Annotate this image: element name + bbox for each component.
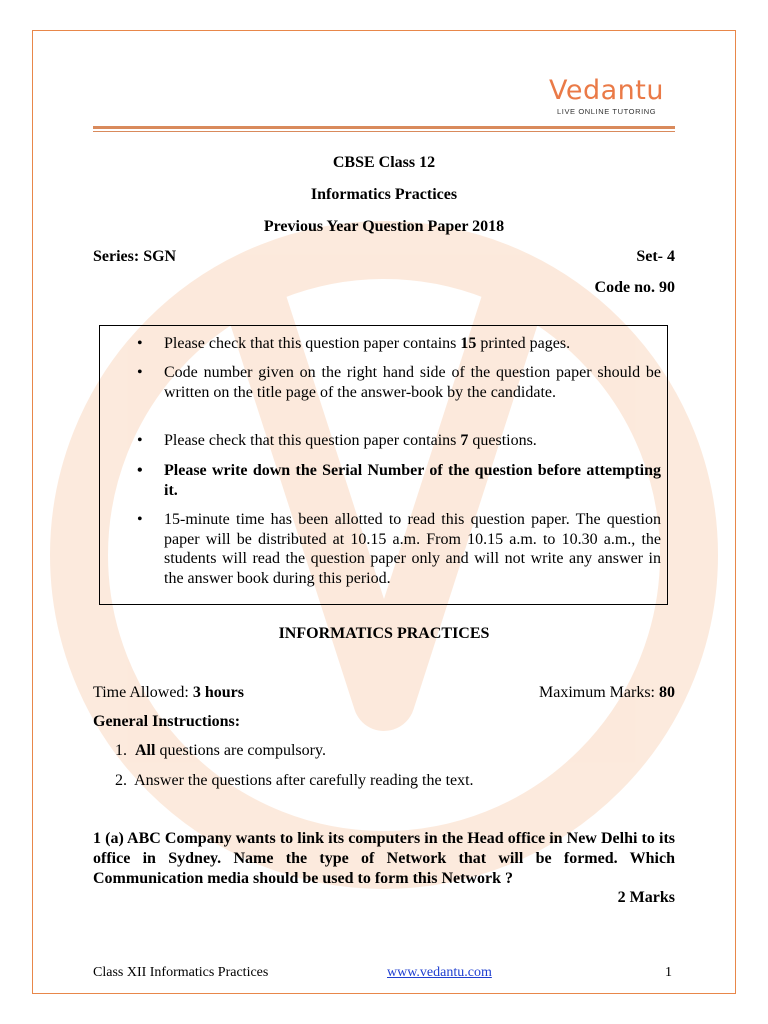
instruction-item: • Please check that this question paper contains 7 questions. [137, 432, 537, 449]
logo-wordmark: Vedantu [549, 75, 664, 106]
title-line-3: Previous Year Question Paper 2018 [263, 218, 505, 235]
instruction-item: • 15-minute time has been allotted to read this question paper. The question paper will be distributed at 10.15 a.m. From 10.15 a.m. to 10.30 a.m., the students will read the question paper only and will not write any answer in the answer book during this period. [137, 511, 661, 587]
logo-tagline: LIVE ONLINE TUTORING [557, 107, 657, 116]
header-rule-thin [93, 131, 675, 132]
question-1a: 1 (a) ABC Company wants to link its computers in the Head office in New Delhi to its office in Sydney. Name the type of Network that will be formed. Which Communication media should be used to form this Network ? [93, 830, 675, 887]
general-instruction-item: 2. Answer the questions after carefully reading the text. [115, 772, 474, 789]
bullet-icon: • [137, 364, 143, 381]
instruction-item: • Please write down the Serial Number of the question before attempting it. [137, 462, 661, 499]
set-label: Set- 4 [636, 248, 675, 265]
footer-left: Class XII Informatics Practices [93, 965, 269, 980]
bullet-icon: • [137, 462, 143, 479]
instructions-box [99, 325, 668, 605]
vedantu-logo[interactable] [549, 76, 664, 116]
subject-heading: INFORMATICS PRACTICES [278, 625, 490, 642]
page-number: 1 [665, 965, 672, 980]
bullet-icon: • [137, 511, 143, 528]
general-instructions-heading: General Instructions: [93, 713, 241, 730]
code-label: Code no. 90 [594, 279, 675, 296]
question-1a-marks: 2 Marks [617, 889, 675, 906]
general-instruction-item: 1. All questions are compulsory. [115, 742, 326, 759]
instruction-item: • Please check that this question paper contains 15 printed pages. [137, 335, 571, 352]
bullet-icon: • [137, 432, 143, 449]
maximum-marks: Maximum Marks: 80 [539, 684, 675, 701]
series-label: Series: SGN [93, 248, 177, 265]
title-line-2: Informatics Practices [310, 186, 458, 203]
title-line-1: CBSE Class 12 [332, 154, 436, 171]
bullet-icon: • [137, 335, 143, 352]
instruction-item: • Code number given on the right hand side of the question paper should be written on the title page of the answer-book by the candidate. [137, 364, 661, 401]
header-rule-thick [93, 126, 675, 129]
time-allowed: Time Allowed: 3 hours [93, 684, 244, 701]
footer-website-link[interactable]: www.vedantu.com [387, 965, 492, 980]
